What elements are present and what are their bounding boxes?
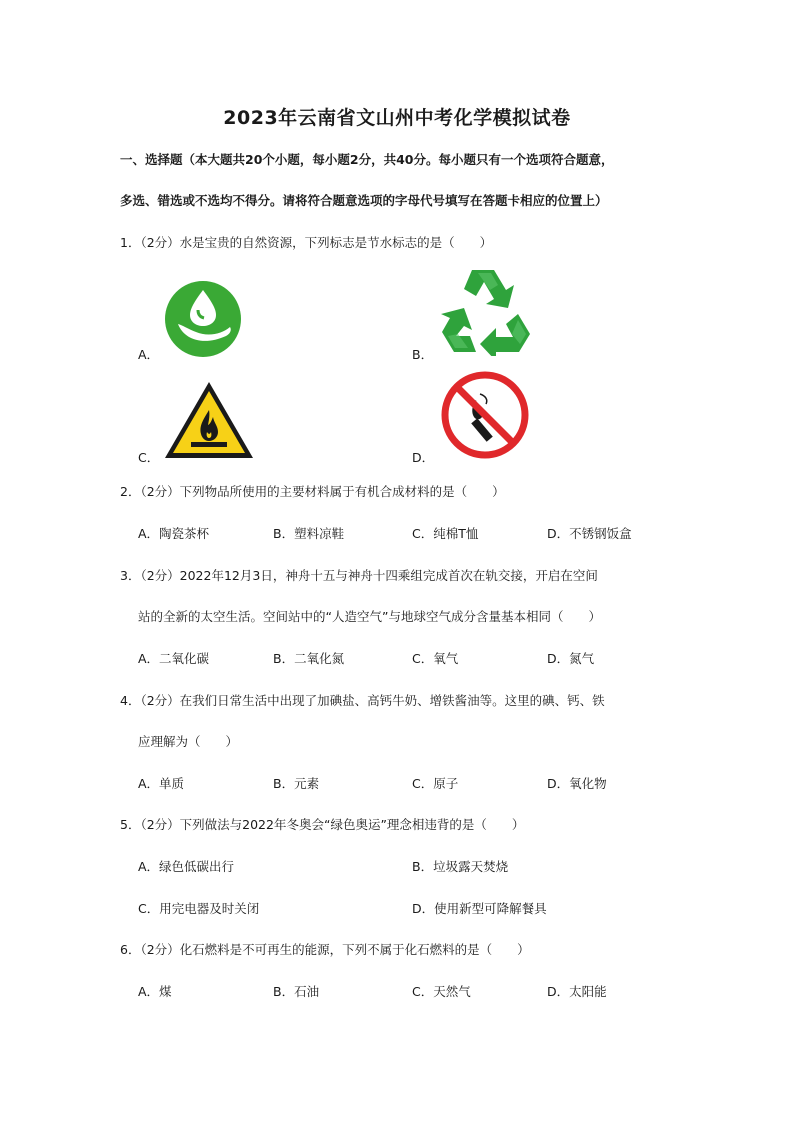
- question-6-stem: 6．（2分）化石燃料是不可再生的能源，下列不属于化石燃料的是（ ）: [120, 942, 530, 957]
- question-4-option-b[interactable]: B．元素: [273, 776, 320, 791]
- question-3-option-b[interactable]: B．二氧化氮: [273, 651, 345, 666]
- question-3-option-d[interactable]: D．氮气: [547, 651, 595, 666]
- question-4-option-a[interactable]: A．单质: [138, 776, 185, 791]
- question-2-option-c[interactable]: C．纯棉T恤: [412, 526, 479, 541]
- question-6-option-c[interactable]: C．天然气: [412, 984, 471, 999]
- section-heading-line-2: 多选、错选或不选均不得分。请将符合题意选项的字母代号填写在答题卡相应的位置上）: [120, 193, 608, 208]
- question-2-option-a[interactable]: A．陶瓷茶杯: [138, 526, 210, 541]
- question-5-stem: 5．（2分）下列做法与2022年冬奥会“绿色奥运”理念相违背的是（ ）: [120, 817, 525, 832]
- no-smoking-icon: [440, 370, 530, 460]
- page-title: 2023年云南省文山州中考化学模拟试卷: [223, 107, 571, 129]
- question-2-stem: 2．（2分）下列物品所使用的主要材料属于有机合成材料的是（ ）: [120, 484, 505, 499]
- question-5-option-b[interactable]: B．垃圾露天焚烧: [412, 859, 509, 874]
- question-1-option-a[interactable]: A．: [138, 347, 160, 362]
- question-1-option-d[interactable]: D．: [412, 450, 435, 465]
- question-5-option-d[interactable]: D．使用新型可降解餐具: [412, 901, 547, 916]
- question-3-stem-line-2: 站的全新的太空生活。空间站中的“人造空气”与地球空气成分含量基本相同（ ）: [138, 609, 601, 624]
- question-4-option-d[interactable]: D．氧化物: [547, 776, 607, 791]
- question-3-option-a[interactable]: A．二氧化碳: [138, 651, 210, 666]
- question-3-stem-line-1: 3．（2分）2022年12月3日，神舟十五与神舟十四乘组完成首次在轨交接，开启在空间: [120, 568, 598, 583]
- question-1-option-c[interactable]: C．: [138, 450, 160, 465]
- question-1-option-b[interactable]: B．: [412, 347, 434, 362]
- question-6-option-a[interactable]: A．煤: [138, 984, 172, 999]
- question-6-option-d[interactable]: D．太阳能: [547, 984, 607, 999]
- section-heading-line-1: 一、选择题（本大题共20个小题，每小题2分，共40分。每小题只有一个选项符合题意，: [120, 152, 614, 167]
- question-1-stem: 1．（2分）水是宝贵的自然资源，下列标志是节水标志的是（ ）: [120, 235, 493, 250]
- question-6-option-b[interactable]: B．石油: [273, 984, 320, 999]
- recycle-icon: [438, 264, 534, 356]
- question-3-option-c[interactable]: C．氧气: [412, 651, 459, 666]
- question-4-stem-line-1: 4．（2分）在我们日常生活中出现了加碘盐、高钙牛奶、增铁酱油等。这里的碘、钙、铁: [120, 693, 605, 708]
- flammable-warning-icon: [163, 380, 255, 460]
- question-2-option-d[interactable]: D．不锈钢饭盒: [547, 526, 632, 541]
- question-4-stem-line-2: 应理解为（ ）: [138, 734, 239, 749]
- question-2-option-b[interactable]: B．塑料凉鞋: [273, 526, 345, 541]
- question-5-option-a[interactable]: A．绿色低碳出行: [138, 859, 235, 874]
- question-5-option-c[interactable]: C．用完电器及时关闭: [138, 901, 260, 916]
- water-saving-icon: [164, 280, 242, 358]
- question-4-option-c[interactable]: C．原子: [412, 776, 459, 791]
